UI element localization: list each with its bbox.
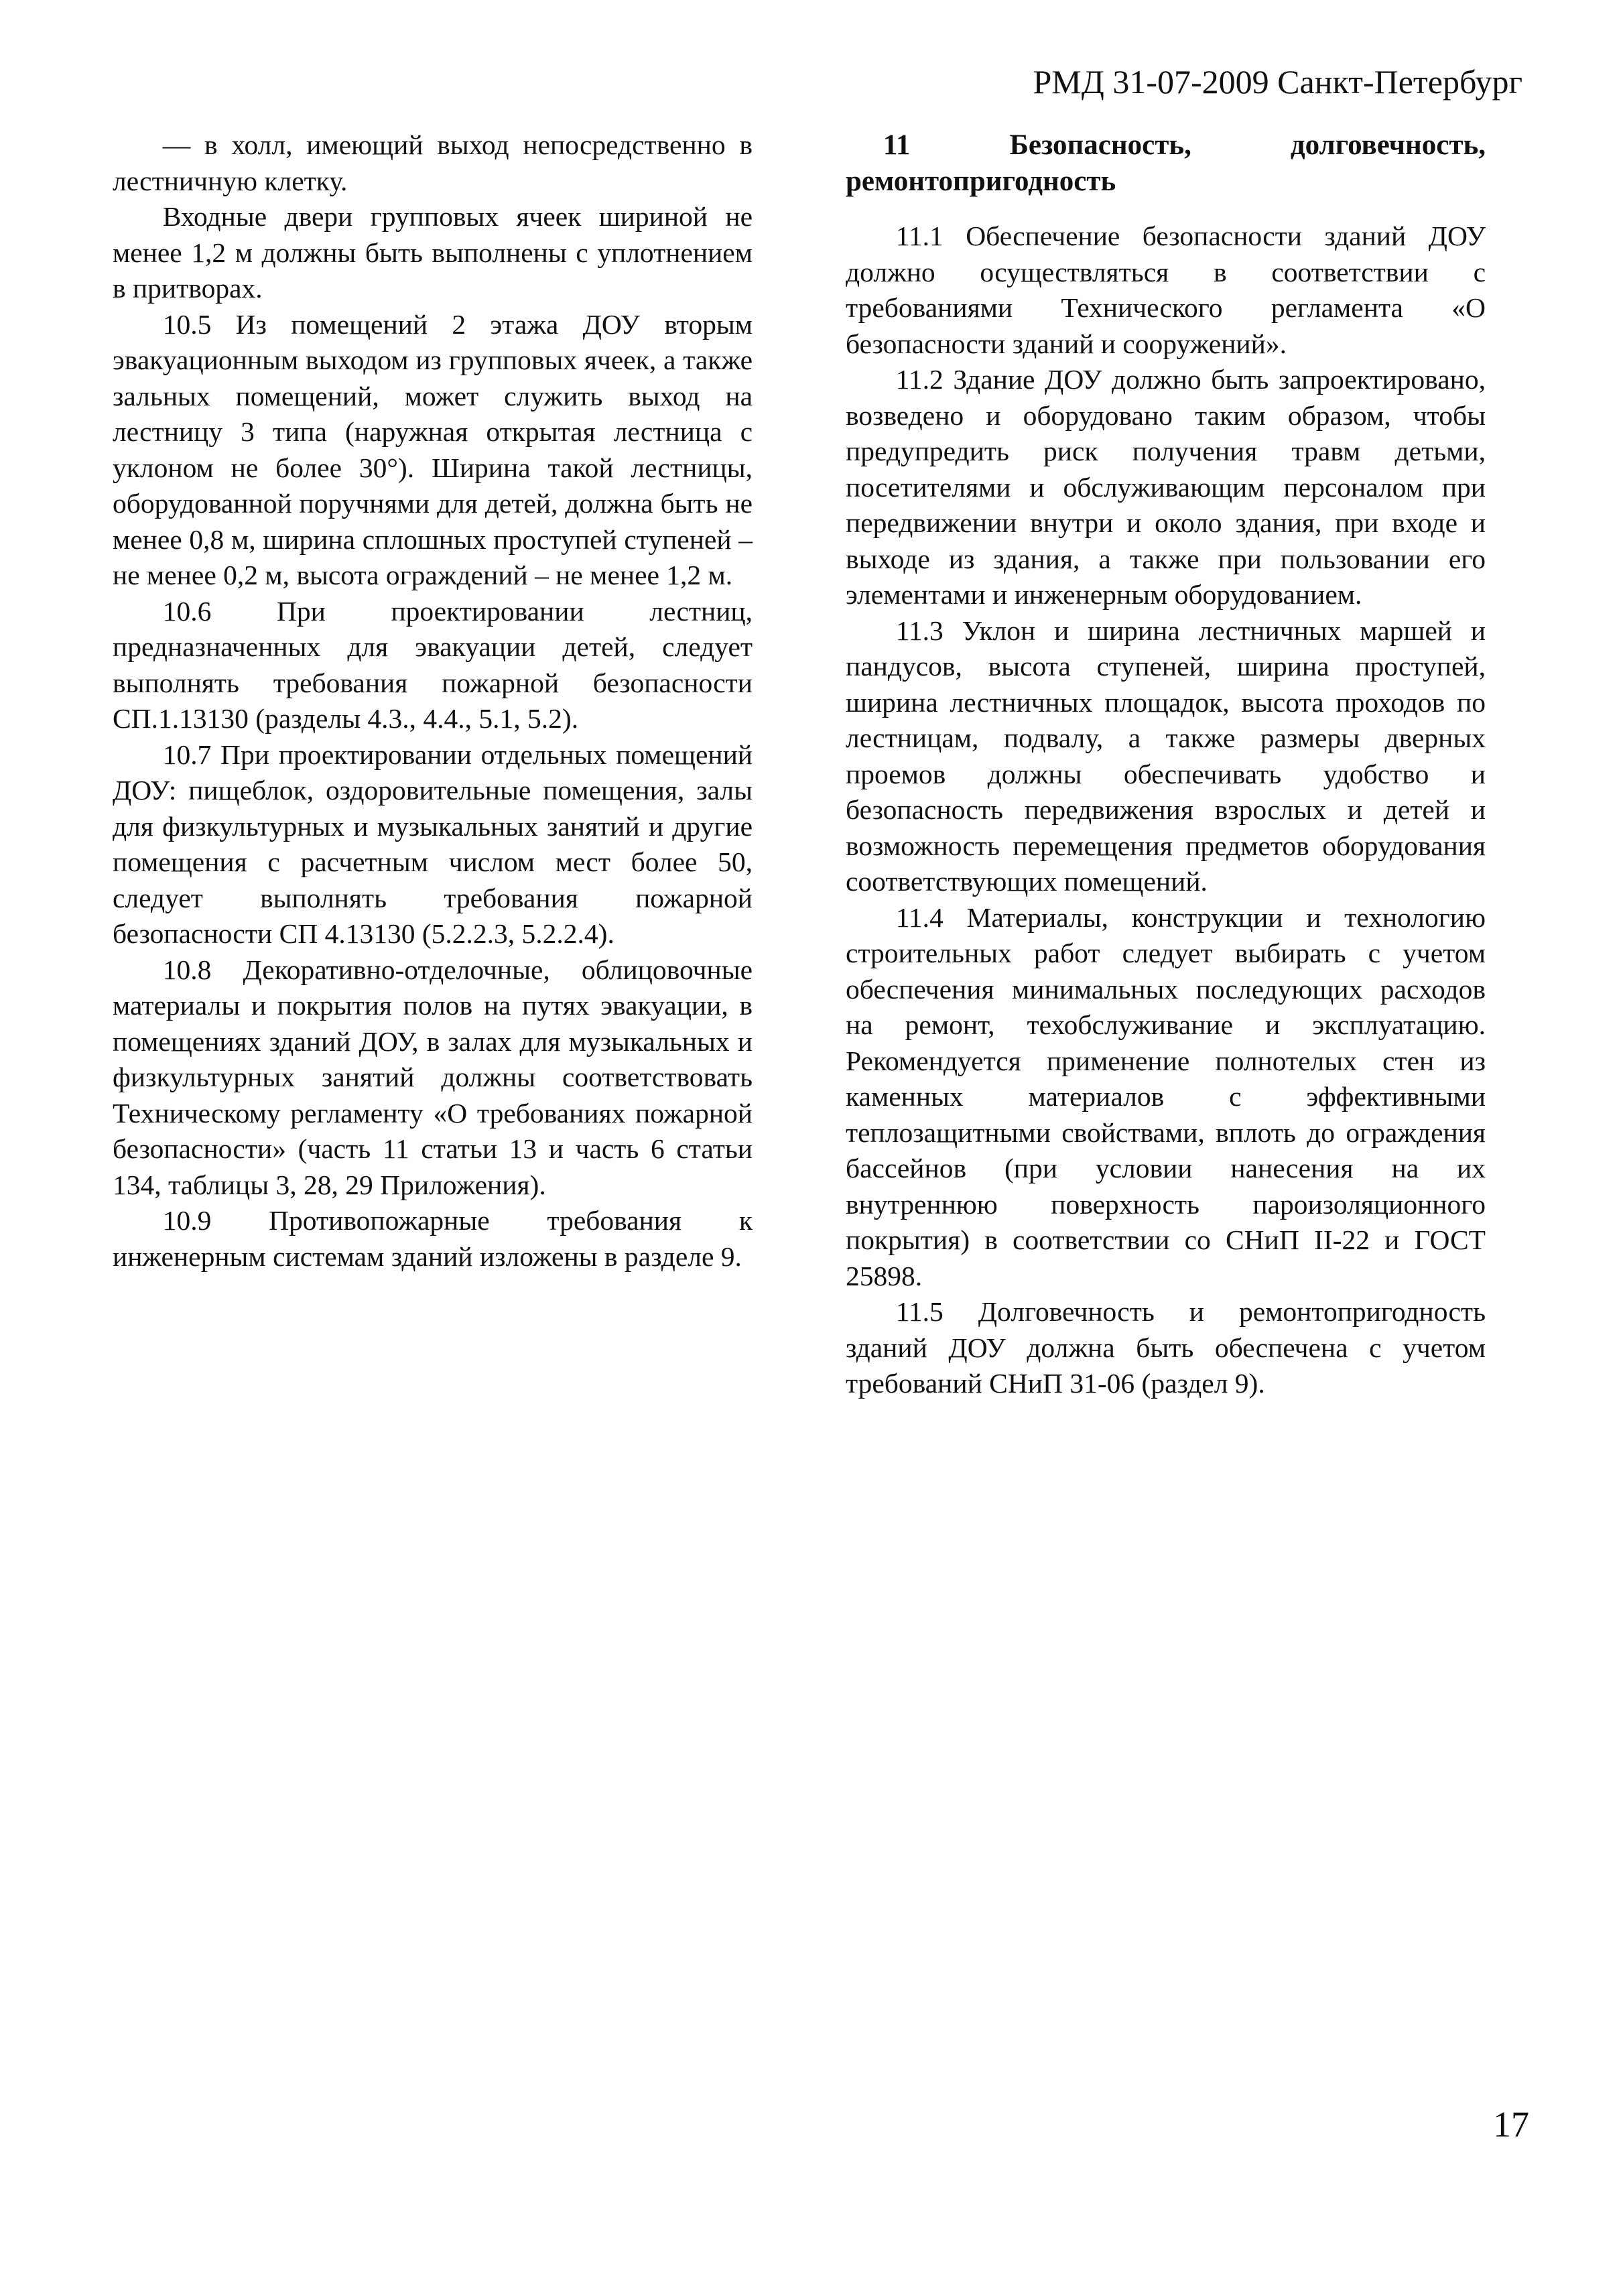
- paragraph-11-5: 11.5 Долговечность и ремонтопригодность зданий ДОУ должна быть обеспечена с учетом требований СНиП 31-06 (раздел 9).: [846, 1296, 1486, 1399]
- paragraph-entry-doors: Входные двери групповых ячеек шириной не менее 1,2 м должны быть выполнены с уплотнением в притворах.: [113, 201, 753, 304]
- paragraph-10-7: 10.7 При проектировании отдельных помещений ДОУ: пищеблок, оздоровительные помещения, залы для физкультурных и музыкальных занятий и другие помещения с расчетным числом мест более 50, следует выполнять требования пожарной безопасности СП 4.13130 (5.2.2.3, 5.2.2.4).: [113, 739, 753, 949]
- left-column: [113, 127, 753, 1275]
- document-header: РМД 31-07-2009 Санкт-Петербург: [1033, 63, 1522, 101]
- right-column: [846, 127, 1486, 1402]
- paragraph-11-1: 11.1 Обеспечение безопасности зданий ДОУ должно осуществляться в соответствии с требованиями Технического регламента «О безопасности зданий и сооружений».: [846, 220, 1486, 359]
- paragraph-10-6: 10.6 При проектировании лестниц, предназначенных для эвакуации детей, следует выполнять требования пожарной безопасности СП.1.13130 (разделы 4.3., 4.4., 5.1, 5.2).: [113, 595, 753, 734]
- page-number: 17: [1493, 2104, 1529, 2145]
- paragraph-hall-exit: — в холл, имеющий выход непосредственно в лестничную клетку.: [113, 129, 753, 196]
- section-heading: 11 Безопасность, долговечность, ремонтопригодность: [846, 129, 1486, 197]
- paragraph-11-4: 11.4 Материалы, конструкции и технологию строительных работ следует выбирать с учетом обеспечения минимальных последующих расходов на ремонт, техобслуживание и эксплуатацию. Рекомендуется применение полнотелых стен из каменных материалов с эффективными теплозащитными свойствами, вплоть до ограждения бассейнов (при условии нанесения на их внутреннюю поверхность пароизоляционного покрытия) в соответствии со СНиП II-22 и ГОСТ 25898.: [846, 901, 1486, 1291]
- paragraph-10-8: 10.8 Декоративно-отделочные, облицовочные материалы и покрытия полов на путях эвакуации, в помещениях зданий ДОУ, в залах для музыкальных и физкультурных занятий должны соответствовать Техническому регламенту «О требованиях пожарной безопасности» (часть 11 статьи 13 и часть 6 статьи 134, таблицы 3, 28, 29 Приложения).: [113, 954, 753, 1200]
- paragraph-10-9: 10.9 Противопожарные требования к инженерным системам зданий изложены в разделе 9.: [113, 1205, 753, 1272]
- paragraph-10-5: 10.5 Из помещений 2 этажа ДОУ вторым эвакуационным выходом из групповых ячеек, а также зальных помещений, может служить выход на лестницу 3 типа (наружная открытая лестница с уклоном не более 30°). Ширина такой лестницы, оборудованной поручнями для детей, должна быть не менее 0,8 м, ширина сплошных проступей ступеней – не менее 0,2 м, высота ограждений – не менее 1,2 м.: [113, 308, 753, 590]
- paragraph-11-3: 11.3 Уклон и ширина лестничных маршей и пандусов, высота ступеней, ширина проступей, ширина лестничных площадок, высота проходов по лестницам, подвалу, а также размеры дверных проемов должны обеспечивать удобство и безопасность передвижения взрослых и детей и возможность перемещения предметов оборудования соответствующих помещений.: [846, 615, 1486, 897]
- paragraph-11-2: 11.2 Здание ДОУ должно быть запроектировано, возведено и оборудовано таким образом, чтобы предупредить риск получения травм детьми, посетителями и обслуживающим персоналом при передвижении внутри и около здания, при входе и выходе из здания, а также при пользовании его элементами и инженерным оборудованием.: [846, 364, 1486, 610]
